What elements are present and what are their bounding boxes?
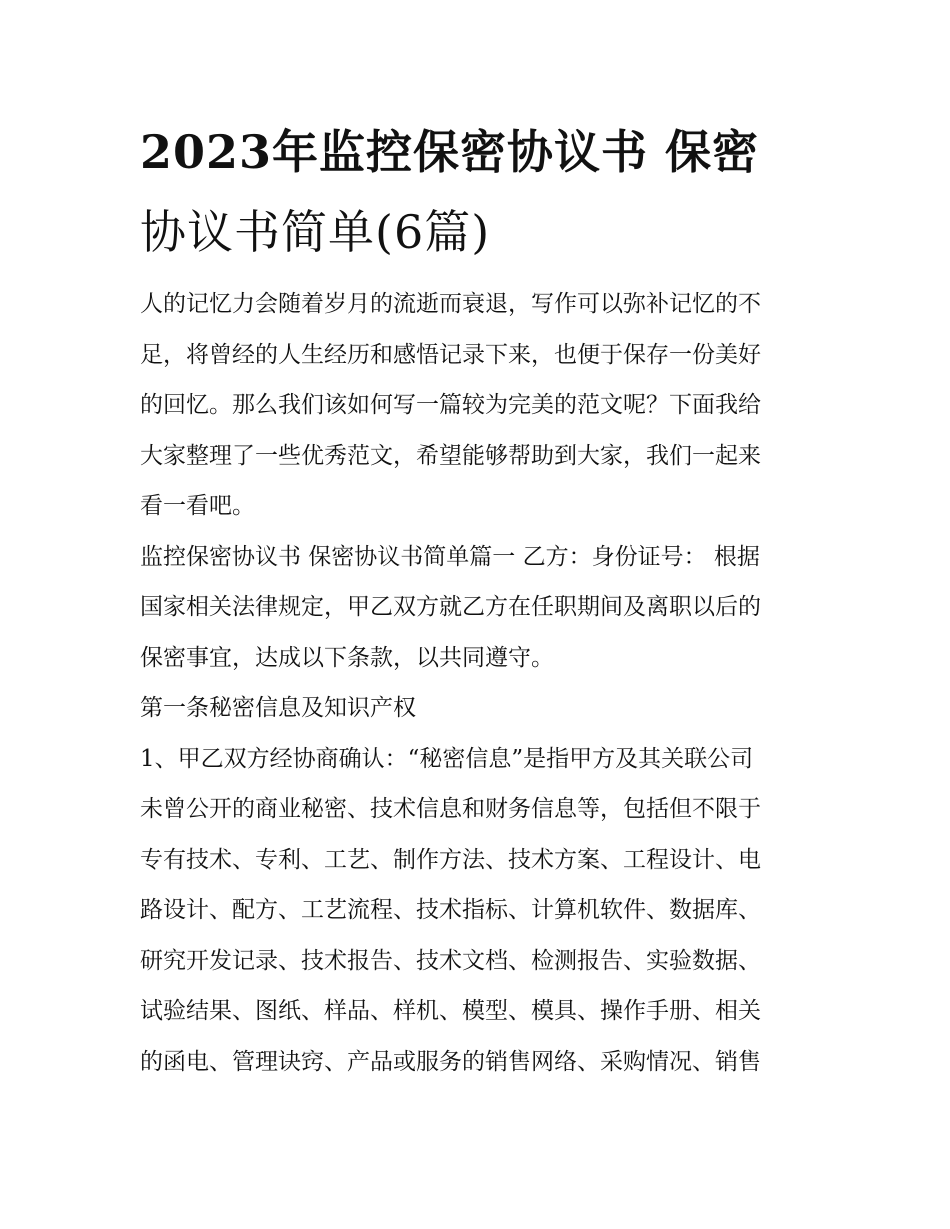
text-line: 1、甲乙双方经协商确认：“秘密信息”是指甲方及其关联公司 <box>140 745 754 772</box>
text-line: 保密事宜，达成以下条款，以共同遵守。 <box>140 644 554 671</box>
article-heading <box>140 683 820 734</box>
text-line: 专有技术、专利、工艺、制作方法、技术方案、工程设计、电 <box>140 846 761 873</box>
text-line: 监控保密协议书 保密协议书简单篇一 乙方：身份证号： 根据 <box>140 543 760 570</box>
text-line: 人的记忆力会随着岁月的流逝而衰退，写作可以弥补记忆的不 <box>140 291 761 317</box>
text-line: 国家相关法律规定，甲乙双方就乙方在任职期间及离职以后的 <box>140 594 761 620</box>
text-line: 研究开发记录、技术报告、技术文档、检测报告、实验数据、 <box>140 947 761 974</box>
clause-paragraph <box>140 734 820 1088</box>
text-line: 试验结果、图纸、样品、样机、模型、模具、操作手册、相关 <box>140 998 761 1024</box>
title-line-1: 2023年监控保密协议书 保密 <box>140 125 760 179</box>
document-body <box>140 279 820 1087</box>
document-title <box>140 112 820 272</box>
intro-paragraph <box>140 279 820 532</box>
text-line: 路设计、配方、工艺流程、技术指标、计算机软件、数据库、 <box>140 897 761 923</box>
text-line: 未曾公开的商业秘密、技术信息和财务信息等，包括但不限于 <box>140 796 761 822</box>
text-line: 的回忆。那么我们该如何写一篇较为完美的范文呢？下面我给 <box>140 392 761 418</box>
text-line: 第一条秘密信息及知识产权 <box>140 695 416 721</box>
agreement-intro-paragraph <box>140 532 820 684</box>
text-line: 的函电、管理诀窍、产品或服务的销售网络、采购情况、销售 <box>140 1048 761 1075</box>
text-line: 足，将曾经的人生经历和感悟记录下来，也便于保存一份美好 <box>140 341 761 368</box>
text-line: 看一看吧。 <box>140 493 255 519</box>
text-line: 大家整理了一些优秀范文，希望能够帮助到大家，我们一起来 <box>140 442 761 469</box>
title-line-2: 协议书简单(6篇) <box>140 205 491 259</box>
